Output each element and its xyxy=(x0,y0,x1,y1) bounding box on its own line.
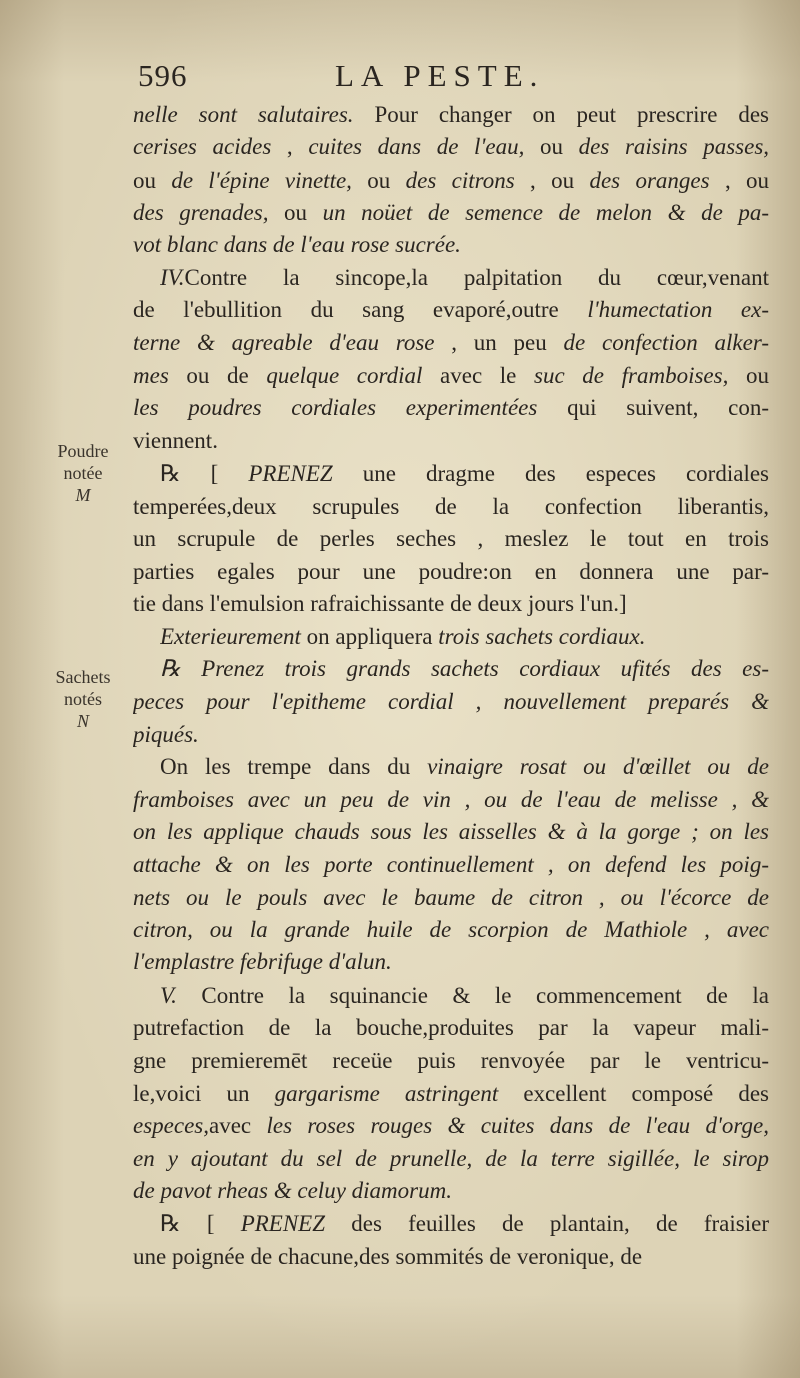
italic-text: vinaigre rosat ou d'œillet ou de xyxy=(427,754,769,779)
margin-note-line: notés xyxy=(64,689,102,709)
roman-text: , ou xyxy=(709,168,769,193)
italic-text: vot blanc dans de l'eau rose sucrée. xyxy=(133,232,461,257)
roman-text: on appliquera xyxy=(300,624,439,649)
roman-text: , ou xyxy=(514,168,590,193)
italic-text: l'humectation ex- xyxy=(587,297,769,322)
italic-text: de l'épine vinette, xyxy=(171,168,352,193)
roman-text: ou de xyxy=(168,363,267,388)
italic-text: de confection alker- xyxy=(563,330,769,355)
roman-text: Contre la squinancie & le commencement de la xyxy=(176,983,769,1008)
italic-text: citron, ou la grande huile de scorpion de Mathiole , avec xyxy=(133,917,769,942)
roman-text: une poignée de chacune,des sommités de veronique, de xyxy=(133,1244,643,1269)
roman-text: ℞ [ xyxy=(160,1211,241,1236)
italic-text: mes xyxy=(133,363,169,388)
roman-text: avec le xyxy=(422,363,535,388)
italic-text: ℞ Prenez trois grands sachets cordiaux ufités des es- xyxy=(160,656,769,681)
margin-note-line: Sachets xyxy=(55,667,111,687)
roman-text: ou xyxy=(351,168,406,193)
roman-text: le,voici un xyxy=(133,1081,275,1106)
margin-note-line: Poudre xyxy=(57,441,109,461)
italic-text: piqués. xyxy=(133,722,199,747)
roman-text: de l'ebullition du sang evaporé,outre xyxy=(133,297,588,322)
italic-text: gargarisme astringent xyxy=(274,1081,499,1106)
italic-text: les poudres cordiales experimentées xyxy=(133,395,538,420)
roman-text: temperées,deux scrupules de la confection liberantis, xyxy=(133,494,769,519)
italic-text: Exterieurement xyxy=(160,624,301,649)
italic-text: quelque cordial xyxy=(266,363,423,388)
italic-text: des grenades, xyxy=(133,200,269,225)
roman-text: parties egales pour une poudre:on en donnera une par- xyxy=(133,559,769,584)
roman-text: qui suivent, con- xyxy=(537,395,769,420)
italic-text: PRENEZ xyxy=(248,461,333,486)
roman-text: des feuilles de plantain, de fraisier xyxy=(325,1211,769,1236)
roman-text: gne premieremēt receüe puis renvoyée par le ventricu- xyxy=(133,1048,769,1073)
margin-note-letter: M xyxy=(75,485,91,505)
italic-text: IV. xyxy=(160,265,185,290)
italic-text: attache & on les porte continuellement , on defend les poig- xyxy=(133,852,769,877)
italic-text: de pavot rheas & celuy diamorum. xyxy=(133,1178,452,1203)
roman-text: avec xyxy=(209,1113,267,1138)
italic-text: terne & agreable d'eau rose xyxy=(133,330,435,355)
italic-text: des raisins passes, xyxy=(578,134,769,159)
roman-text: ℞ [ xyxy=(160,461,249,486)
italic-text: especes, xyxy=(133,1113,209,1138)
italic-text: PRENEZ xyxy=(240,1211,326,1236)
italic-text: nets ou le pouls avec le baume de citron , ou l'écorce de xyxy=(133,885,769,910)
italic-text: suc de framboises, xyxy=(534,363,729,388)
roman-text: une dragme des especes cordiales xyxy=(332,461,769,486)
roman-text: On les trempe dans du xyxy=(160,754,428,779)
roman-text: Contre la sincope,la palpitation du cœur,venant xyxy=(184,265,769,290)
italic-text: l'emplastre febrifuge d'alun. xyxy=(133,949,392,974)
margin-note-letter: N xyxy=(76,711,89,731)
margin-note-line: notée xyxy=(63,463,103,483)
italic-text: peces pour l'epitheme cordial , nouvellement preparés & xyxy=(133,689,769,714)
italic-text: framboises avec un peu de vin , ou de l'eau de melisse , & xyxy=(133,787,769,812)
roman-text: ou xyxy=(728,363,769,388)
text-line xyxy=(133,943,769,981)
running-head: LA PESTE. xyxy=(335,58,545,93)
italic-text: en y ajoutant du sel de prunelle, de la terre sigillée, le sirop xyxy=(133,1146,769,1171)
margin-note-sachets xyxy=(38,666,128,732)
roman-text: viennent. xyxy=(133,428,218,453)
roman-text: , xyxy=(271,134,309,159)
italic-text: nelle sont salutaires. xyxy=(133,102,354,127)
italic-text: les roses rouges & cuites dans de l'eau d'orge, xyxy=(266,1113,769,1138)
roman-text: tie dans l'emulsion rafraichissante de deux jours l'un.] xyxy=(133,591,627,616)
italic-text: cuites dans de l'eau, xyxy=(308,134,525,159)
italic-text: des citrons xyxy=(405,168,515,193)
page-number: 596 xyxy=(138,58,188,93)
roman-text: ou xyxy=(268,200,323,225)
italic-text: trois sachets cordiaux. xyxy=(438,624,646,649)
roman-text: un scrupule de perles seches , meslez le tout en trois xyxy=(133,526,769,551)
roman-text: putrefaction de la bouche,produites par la vapeur mali- xyxy=(133,1015,769,1040)
roman-text: excellent composé des xyxy=(498,1081,769,1106)
text-line xyxy=(133,128,769,166)
roman-text: ou xyxy=(524,134,579,159)
roman-text: Pour changer on peut prescrire des xyxy=(353,102,769,127)
italic-text: on les applique chauds sous les aisselles & à la gorge ; on les xyxy=(133,819,769,844)
margin-note-poudre xyxy=(38,440,128,506)
text-line xyxy=(133,1238,769,1276)
roman-text: , un peu xyxy=(434,330,564,355)
roman-text: ou xyxy=(133,168,172,193)
italic-text: V. xyxy=(160,983,177,1008)
italic-text: cerises acides xyxy=(133,134,272,159)
italic-text: un noüet de semence de melon & de pa- xyxy=(322,200,769,225)
italic-text: des oranges xyxy=(589,168,710,193)
